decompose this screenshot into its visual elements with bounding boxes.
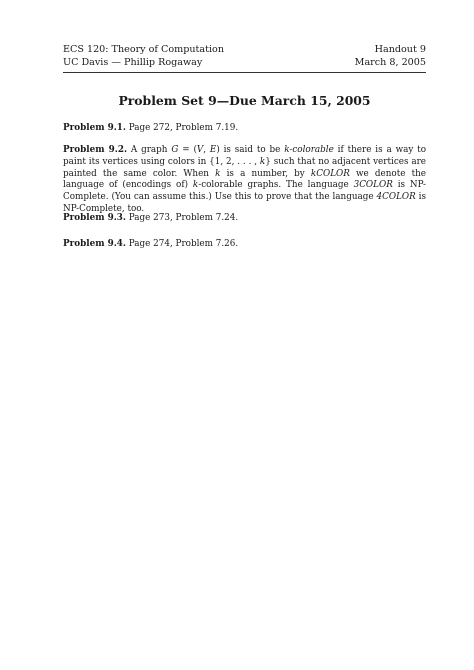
language-4color: 4COLOR	[376, 192, 416, 203]
handout-date: March 8, 2005	[354, 57, 426, 68]
handout-header	[63, 43, 426, 69]
problem-label: Problem 9.1.	[63, 123, 126, 133]
problem-9-4	[63, 239, 426, 251]
page-title: Problem Set 9—Due March 15, 2005	[118, 93, 371, 108]
problem-text: A graph G = (V, E) is said to be k-colorable if there is a way to paint its vertices using colors in {1, 2, . . . , k} such that no adjacent vertices are painted the same color. When k is a number, by kCOLOR we denote the language of (encodings of) k-colorable graphs. The language 3COLOR is NP-Complete. (You can assume this.) Use this to prove that the language 4COLOR is NP-Complete, too.	[63, 145, 427, 214]
problem-label: Problem 9.2.	[63, 145, 128, 155]
header-row-top	[63, 43, 426, 56]
instructor-name: UC Davis — Phillip Rogaway	[63, 57, 203, 68]
problem-label: Problem 9.3.	[63, 213, 126, 223]
problem-text: Page 274, Problem 7.26.	[128, 239, 239, 249]
problem-text: Page 273, Problem 7.24.	[128, 213, 239, 223]
term-k-colorable: k-colorable	[284, 145, 334, 155]
handout-number: Handout 9	[374, 44, 426, 55]
problem-text: Page 272, Problem 7.19.	[128, 123, 239, 133]
header-rule	[63, 72, 426, 73]
problem-9-3	[63, 213, 426, 225]
problem-label: Problem 9.4.	[63, 239, 126, 249]
header-row-bottom	[63, 56, 426, 69]
problem-9-2	[63, 145, 426, 216]
problem-9-1	[63, 123, 426, 135]
course-name: ECS 120: Theory of Computation	[63, 44, 225, 55]
language-3color: 3COLOR	[353, 180, 393, 191]
language-kcolor: kCOLOR	[310, 168, 350, 179]
